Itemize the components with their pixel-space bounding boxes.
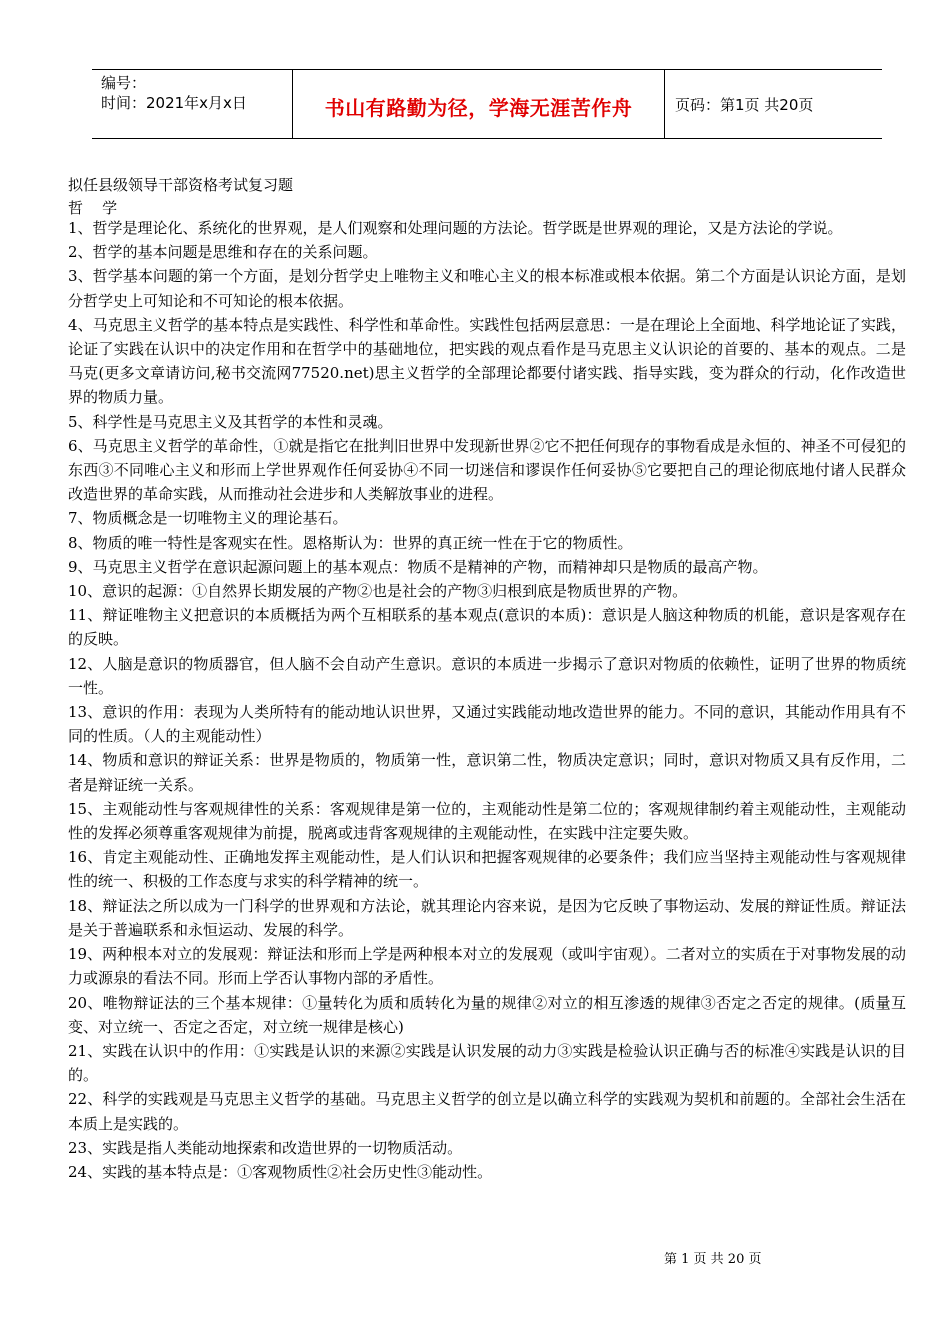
- paragraph: 16、肯定主观能动性、正确地发挥主观能动性，是人们认识和把握客观规律的必要条件；我们应当坚持主观能动性与客观规律性的统一、积极的工作态度与求实的科学精神的统一。: [68, 848, 906, 891]
- document-body: [68, 216, 906, 1184]
- paragraph: 15、主观能动性与客观规律性的关系：客观规律是第一位的，主观能动性是第二位的；客观规律制约着主观能动性，主观能动性的发挥必须尊重客观规律为前提，脱离或违背客观规律的主观能动性，在实践中注定要失败。: [68, 799, 906, 843]
- header-page-cell: [665, 70, 882, 138]
- paragraph: 2、哲学的基本问题是思维和存在的关系问题。: [68, 243, 378, 262]
- paragraph: 9、马克思主义哲学在意识起源问题上的基本观点：物质不是精神的产物，而精神却只是物质的最高产物。: [68, 557, 768, 576]
- section-title: 哲 学: [68, 199, 118, 217]
- paragraph: 8、物质的唯一特性是客观实在性。恩格斯认为：世界的真正统一性在于它的物质性。: [68, 533, 633, 552]
- paragraph: 20、唯物辩证法的三个基本规律：①量转化为质和质转化为量的规律②对立的相互渗透的规律③否定之否定的规律。(质量互变、对立统一、否定之否定，对立统一规律是核心): [68, 993, 906, 1036]
- page-info: 页码：第1页 共20页: [675, 96, 814, 114]
- paragraph: 10、意识的起源：①自然界长期发展的产物②也是社会的产物③归根到底是物质世界的产物。: [68, 582, 688, 601]
- header-meta-cell: [92, 70, 293, 138]
- motto: 书山有路勤为径，学海无涯苦作舟: [324, 96, 633, 120]
- paragraph: 24、实践的基本特点是：①客观物质性②社会历史性③能动性。: [68, 1162, 493, 1181]
- paragraph: 23、实践是指人类能动地探索和改造世界的一切物质活动。: [68, 1138, 463, 1157]
- header-motto-cell: [293, 70, 665, 138]
- paragraph: 18、辩证法之所以成为一门科学的世界观和方法论，就其理论内容来说，是因为它反映了事物运动、发展的辩证性质。辩证法是关于普遍联系和永恒运动、发展的科学。: [68, 896, 906, 939]
- page-header: [92, 69, 882, 139]
- paragraph: 5、科学性是马克思主义及其哲学的本性和灵魂。: [68, 412, 393, 431]
- paragraph: 4、马克思主义哲学的基本特点是实践性、科学性和革命性。实践性包括两层意思：一是在理论上全面地、科学地论证了实践，论证了实践在认识中的决定作用和在哲学中的基础地位，把实践的观点看作是马克思主义认识论的首要的、基本的观点。二是马克(更多文章请访问,秘书交流网77520.net)思主义哲学的全部理论都要付诸实践、指导实践，变为群众的行动，化作改造世界的物质力量。: [68, 315, 906, 407]
- number-label: 编号：: [101, 74, 147, 92]
- document-title: 拟任县级领导干部资格考试复习题: [68, 176, 294, 194]
- page-footer: 第 1 页 共 20 页: [664, 1252, 762, 1267]
- paragraph: 11、辩证唯物主义把意识的本质概括为两个互相联系的基本观点(意识的本质)：意识是人脑这种物质的机能，意识是客观存在的反映。: [68, 606, 906, 649]
- paragraph: 21、实践在认识中的作用：①实践是认识的来源②实践是认识发展的动力③实践是检验认识正确与否的标准④实践是认识的目的。: [68, 1041, 906, 1085]
- paragraph: 19、两种根本对立的发展观：辩证法和形而上学是两种根本对立的发展观（或叫宇宙观）。二者对立的实质在于对事物发展的动力或源泉的看法不同。形而上学否认事物内部的矛盾性。: [68, 945, 906, 988]
- paragraph: 6、马克思主义哲学的革命性，①就是指它在批判旧世界中发现新世界②它不把任何现存的事物看成是永恒的、神圣不可侵犯的东西③不同唯心主义和形而上学世界观作任何妥协④不同一切迷信和谬误作任何妥协⑤它要把自己的理论彻底地付诸人民群众改造世界的革命实践，从而推动社会进步和人类解放事业的进程。: [68, 436, 906, 504]
- paragraph: 14、物质和意识的辩证关系：世界是物质的，物质第一性，意识第二性，物质决定意识；同时，意识对物质又具有反作用，二者是辩证统一关系。: [68, 751, 906, 794]
- paragraph: 7、物质概念是一切唯物主义的理论基石。: [68, 509, 348, 528]
- paragraph: 13、意识的作用：表现为人类所特有的能动地认识世界，又通过实践能动地改造世界的能力。不同的意识，其能动作用具有不同的性质。（人的主观能动性）: [68, 703, 906, 746]
- paragraph: 3、哲学基本问题的第一个方面，是划分哲学史上唯物主义和唯心主义的根本标准或根本依据。第二个方面是认识论方面，是划分哲学史上可知论和不可知论的根本依据。: [68, 267, 906, 310]
- paragraph: 22、科学的实践观是马克思主义哲学的基础。马克思主义哲学的创立是以确立科学的实践观为契机和前题的。全部社会生活在本质上是实践的。: [68, 1090, 906, 1133]
- time-label: 时间：2021年x月x日: [101, 94, 247, 112]
- paragraph: 12、人脑是意识的物质器官，但人脑不会自动产生意识。意识的本质进一步揭示了意识对物质的依赖性，证明了世界的物质统一性。: [68, 654, 906, 697]
- paragraph: 1、哲学是理论化、系统化的世界观，是人们观察和处理问题的方法论。哲学既是世界观的理论，又是方法论的学说。: [68, 219, 843, 237]
